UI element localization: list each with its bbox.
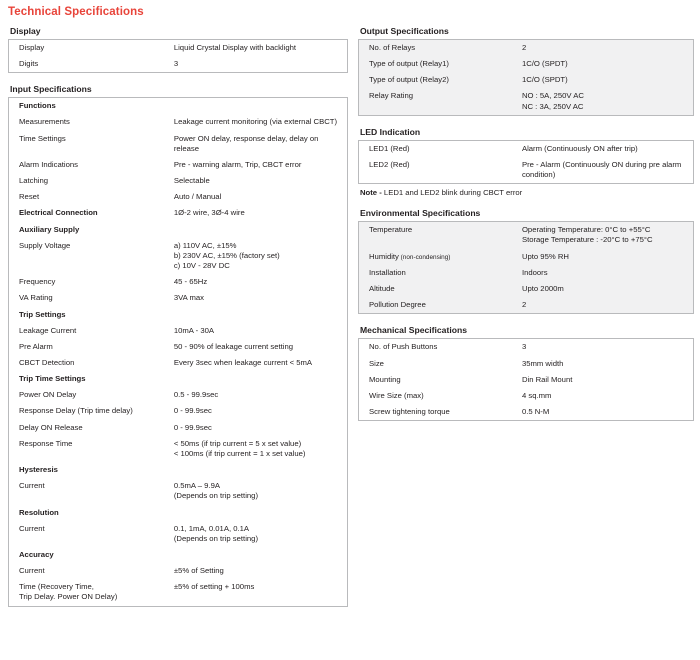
row-label: LED2 (Red) [369, 159, 410, 169]
table-row [9, 420, 348, 436]
row-label: Current [19, 523, 45, 533]
section-led-indication [358, 127, 694, 197]
row-value: 0.5mA – 9.9A (Depends on trip setting) [173, 481, 259, 501]
row-value: ±5% of Setting [173, 566, 224, 576]
row-label: Pollution Degree [369, 300, 426, 310]
row-label: Mounting [369, 374, 401, 384]
row-value: 35mm width [521, 358, 564, 368]
row-value: 10mA - 30A [173, 325, 214, 335]
table-row [359, 372, 694, 388]
row-label: Time Settings [19, 133, 66, 143]
row-label: Reset [19, 192, 40, 202]
left-column [8, 26, 348, 607]
row-label: Time (Recovery Time, Trip Delay. Power ON Delay) [19, 582, 118, 602]
input-specifications-table [8, 97, 348, 606]
table-row [9, 436, 348, 462]
row-value: 1C/O (SPDT) [521, 59, 568, 69]
led-indication-table [358, 140, 694, 184]
section-environmental-specifications [358, 208, 694, 314]
row-value [168, 222, 348, 238]
row-label: Type of output (Relay1) [369, 59, 449, 69]
row-value: 3 [173, 59, 179, 69]
row-label: Digits [19, 59, 39, 69]
row-label: Leakage Current [19, 325, 77, 335]
table-row [359, 339, 694, 356]
section-input-specifications [8, 84, 348, 606]
row-value [168, 307, 348, 323]
section-display [8, 26, 348, 73]
row-value: Power ON delay, response delay, delay on release [173, 133, 319, 153]
section-heading: Input Specifications [10, 84, 92, 95]
table-row [9, 189, 348, 205]
row-label: Pre Alarm [19, 341, 53, 351]
row-value: Every 3sec when leakage current < 5mA [173, 357, 313, 367]
row-value: Leakage current monitoring (via external CBCT) [173, 117, 338, 127]
row-label: Resolution [19, 507, 59, 517]
table-row [9, 274, 348, 290]
row-label: Response Time [19, 438, 73, 448]
row-label: Type of output (Relay2) [369, 75, 449, 85]
row-label: Alarm Indications [19, 159, 78, 169]
table-row [9, 355, 348, 371]
row-value: 0.5 N-M [521, 407, 550, 417]
row-value: Auto / Manual [173, 192, 222, 202]
row-value: Pre - Alarm (Continuously ON during pre alarm condition) [521, 159, 682, 180]
row-value [168, 505, 348, 521]
row-value: < 50ms (if trip current = 5 x set value) < 100ms (if trip current = 1 x set value) [173, 438, 306, 458]
table-row [9, 579, 348, 606]
table-row [359, 356, 694, 372]
table-row [9, 563, 348, 579]
mechanical-specifications-table [358, 338, 694, 421]
table-row [9, 131, 348, 157]
table-row [359, 40, 694, 57]
table-row [9, 547, 348, 563]
output-specifications-table [358, 39, 694, 116]
environmental-specifications-table [358, 221, 694, 314]
section-output-specifications [358, 26, 694, 116]
row-label: Frequency [19, 277, 56, 287]
table-row [359, 72, 694, 88]
row-value: Operating Temperature: 0°C to +55°C Storage Temperature : -20°C to +75°C [521, 225, 653, 245]
row-label: Trip Settings [19, 309, 66, 319]
row-value [168, 371, 348, 387]
table-row [9, 157, 348, 173]
row-label: LED1 (Red) [369, 143, 410, 153]
row-value: 45 - 65Hz [173, 277, 208, 287]
table-row [9, 56, 348, 73]
row-label: Size [369, 358, 384, 368]
row-value: Din Rail Mount [521, 374, 573, 384]
section-heading: Output Specifications [360, 26, 449, 36]
table-row [359, 388, 694, 404]
row-label: Current [19, 481, 45, 491]
table-row [9, 222, 348, 238]
row-value: 3VA max [173, 293, 205, 303]
row-label: Accuracy [19, 550, 54, 559]
row-label: Response Delay (Trip time delay) [19, 406, 133, 416]
row-value: NO : 5A, 250V AC NC : 3A, 250V AC [521, 91, 584, 111]
row-label: Installation [369, 268, 406, 278]
row-value: Upto 95% RH [521, 251, 569, 261]
table-row [9, 205, 348, 221]
note-prefix: Note - [360, 188, 382, 198]
right-column [358, 26, 694, 421]
table-row [359, 56, 694, 72]
row-label: Auxiliary Supply [19, 224, 80, 234]
table-row [9, 387, 348, 403]
page-title: Technical Specifications [8, 6, 144, 18]
row-value: Upto 2000m [521, 284, 564, 294]
row-label: Trip Time Settings [19, 374, 86, 384]
table-row [359, 404, 694, 421]
table-row [9, 505, 348, 521]
note-text: LED1 and LED2 blink during CBCT error [381, 188, 523, 198]
table-row [9, 238, 348, 274]
row-label: Functions [19, 101, 56, 111]
table-row [359, 297, 694, 314]
row-value [168, 98, 348, 115]
row-value: 2 [521, 300, 527, 310]
row-label: Current [19, 566, 45, 576]
row-value: 3 [521, 342, 527, 352]
row-value [168, 462, 348, 478]
row-value: 0.5 - 99.9sec [173, 390, 219, 400]
row-label: VA Rating [19, 293, 53, 303]
table-row [9, 114, 348, 130]
row-label: Latching [19, 176, 49, 186]
row-value [168, 547, 348, 563]
section-heading: Display [10, 26, 41, 36]
row-label: CBCT Detection [19, 357, 75, 367]
table-row [359, 249, 694, 265]
section-heading: Mechanical Specifications [360, 325, 467, 336]
row-label: No. of Relays [369, 43, 416, 52]
table-row [359, 88, 694, 115]
row-label: Temperature [369, 225, 413, 235]
table-row [9, 307, 348, 323]
table-row [9, 403, 348, 419]
table-row [359, 140, 694, 157]
row-value: Pre - warning alarm, Trip, CBCT error [173, 159, 302, 169]
table-row [9, 371, 348, 387]
table-row [9, 40, 348, 57]
row-value: Liquid Crystal Display with backlight [173, 43, 297, 52]
table-row [9, 521, 348, 547]
section-mechanical-specifications [358, 325, 694, 421]
row-value: 0 - 99.9sec [173, 422, 212, 432]
row-value: Alarm (Continuously ON after trip) [521, 143, 638, 153]
row-value: ±5% of setting + 100ms [173, 582, 255, 592]
section-heading: Environmental Specifications [360, 208, 481, 219]
row-label: Measurements [19, 117, 70, 127]
row-value: Selectable [173, 176, 210, 186]
row-value: 50 - 90% of leakage current setting [173, 341, 294, 351]
table-row [359, 157, 694, 184]
row-label: Delay ON Release [19, 422, 83, 432]
row-label: Hysteresis [19, 465, 58, 475]
row-value: 0.1, 1mA, 0.01A, 0.1A (Depends on trip setting) [173, 523, 259, 543]
table-row [9, 339, 348, 355]
row-value: 4 sq.mm [521, 390, 552, 400]
row-label: Altitude [369, 284, 395, 294]
row-label: Relay Rating [369, 91, 414, 101]
table-row [9, 290, 348, 306]
row-label: Power ON Delay [19, 390, 77, 400]
row-value: 1C/O (SPDT) [521, 75, 568, 85]
section-heading: LED Indication [360, 126, 421, 137]
row-label: Display [19, 43, 45, 52]
led-note [360, 188, 694, 197]
row-label: Humidity (non-condensing) [369, 251, 451, 261]
row-value: Indoors [521, 268, 548, 278]
row-label: Screw tightening torque [369, 407, 450, 417]
row-value: 1Ø-2 wire, 3Ø-4 wire [173, 208, 245, 218]
row-value: a) 110V AC, ±15% b) 230V AC, ±15% (factory set) c) 10V - 28V DC [173, 240, 280, 271]
table-row [9, 478, 348, 504]
table-row [9, 173, 348, 189]
row-label: Supply Voltage [19, 240, 71, 250]
row-value: 0 - 99.9sec [173, 406, 212, 416]
row-label: Wire Size (max) [369, 390, 424, 400]
row-label-note: (non-condensing) [398, 253, 451, 261]
table-row [9, 462, 348, 478]
table-row [359, 281, 694, 297]
display-table [8, 39, 348, 73]
row-label: Electrical Connection [19, 208, 98, 218]
row-label: No. of Push Buttons [369, 342, 438, 352]
row-value: 2 [521, 43, 527, 52]
table-row [9, 98, 348, 115]
table-row [359, 265, 694, 281]
table-row [359, 222, 694, 249]
table-row [9, 323, 348, 339]
